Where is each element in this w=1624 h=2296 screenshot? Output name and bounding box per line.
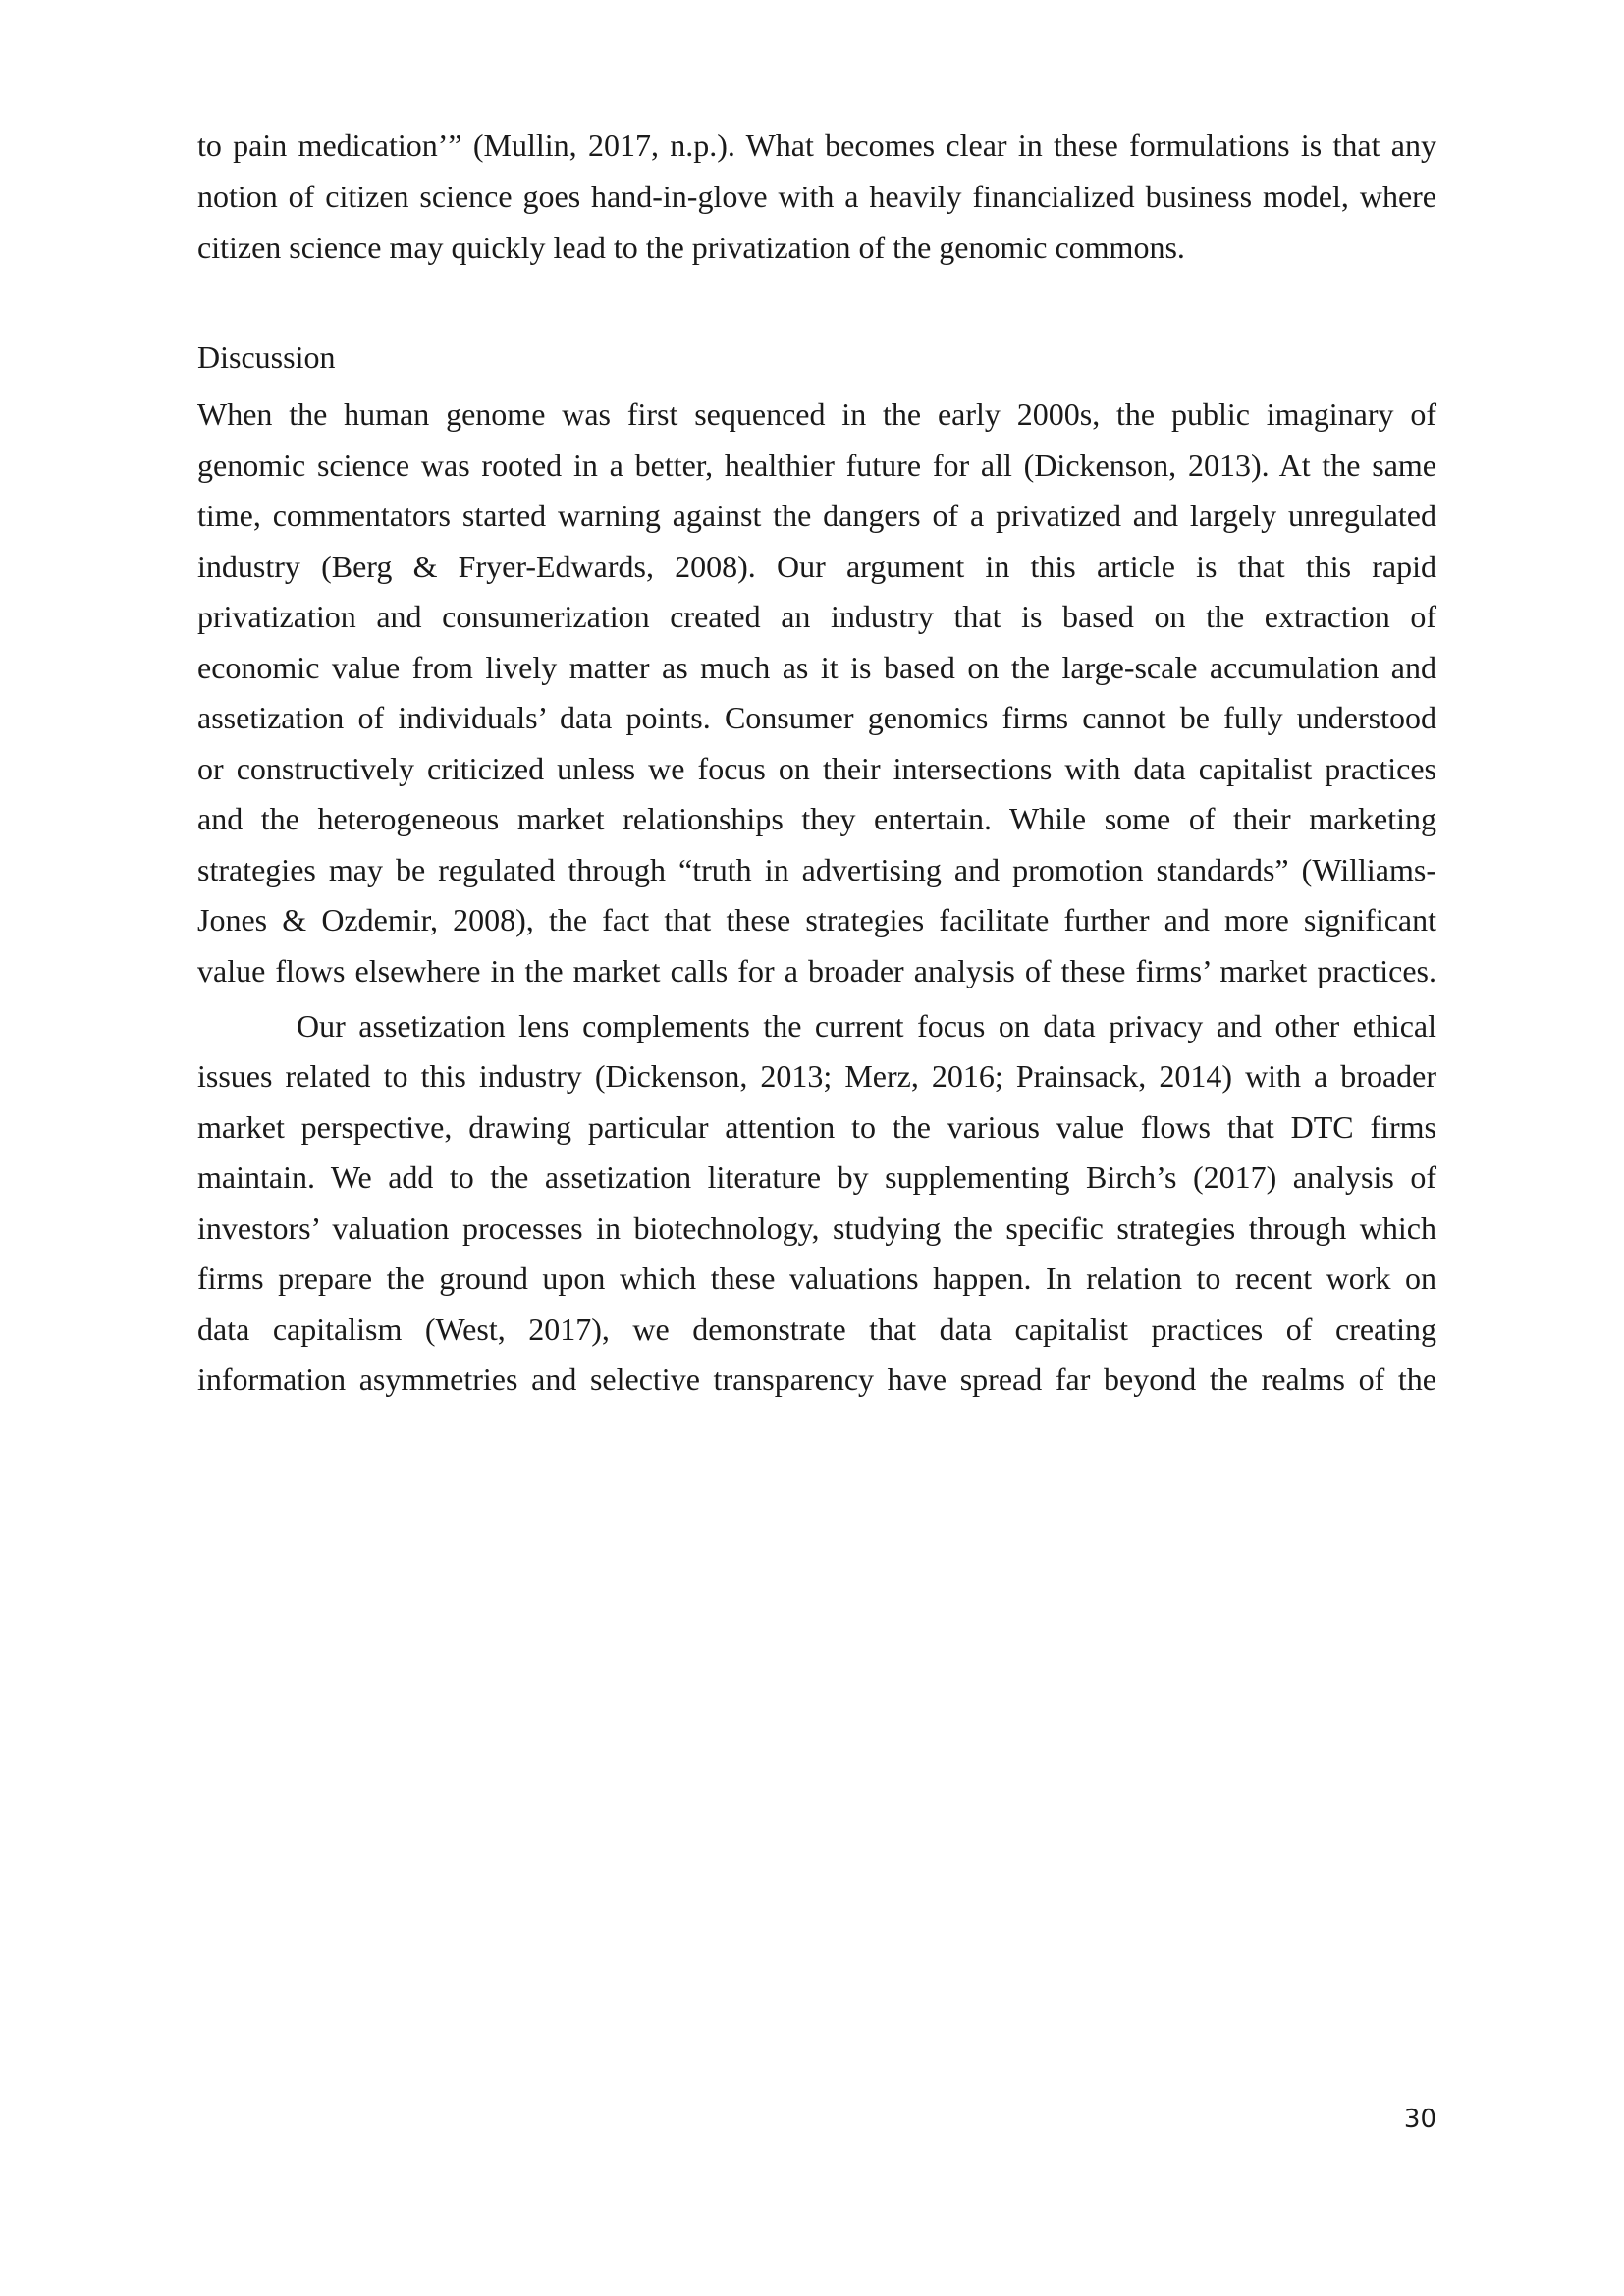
paragraph-2-line-3: time, commentators started warning against the dangers of a privatized and largely unregulated	[197, 498, 1436, 533]
paragraph-3-line-1: Our assetization lens complements the current focus on data privacy and other ethical	[297, 1008, 1436, 1043]
paragraph-2-line-9: and the heterogeneous market relationships they entertain. While some of their marketing	[197, 801, 1436, 836]
paragraph-1-line-3: citizen science may quickly lead to the privatization of the genomic commons.	[197, 230, 1185, 265]
paragraph-3-line-5: investors’ valuation processes in biotechnology, studying the specific strategies through which	[197, 1210, 1436, 1246]
paragraph-2-line-4: industry (Berg & Fryer-Edwards, 2008). Our argument in this article is that this rapid	[197, 549, 1436, 584]
paragraph-2-line-7: assetization of individuals’ data points. Consumer genomics firms cannot be fully understood	[197, 700, 1436, 735]
paragraph-3-line-7: data capitalism (West, 2017), we demonstrate that data capitalist practices of creating	[197, 1311, 1436, 1347]
paragraph-2-line-2: genomic science was rooted in a better, healthier future for all (Dickenson, 2013). At the same	[197, 448, 1436, 483]
paragraph-3-line-6: firms prepare the ground upon which these valuations happen. In relation to recent work on	[197, 1260, 1436, 1296]
paragraph-2-line-6: economic value from lively matter as much as it is based on the large-scale accumulation and	[197, 650, 1436, 685]
paragraph-1-line-2: notion of citizen science goes hand-in-glove with a heavily financialized business model, where	[197, 179, 1436, 214]
paragraph-3-line-4: maintain. We add to the assetization literature by supplementing Birch’s (2017) analysis of	[197, 1159, 1436, 1195]
section-heading-discussion: Discussion	[197, 340, 336, 375]
paragraph-2-line-10: strategies may be regulated through “truth in advertising and promotion standards” (Williams-	[197, 852, 1436, 887]
paragraph-2-line-12: value flows elsewhere in the market calls for a broader analysis of these firms’ market practices.	[197, 953, 1436, 988]
paragraph-2-line-11: Jones & Ozdemir, 2008), the fact that these strategies facilitate further and more significant	[197, 902, 1436, 937]
paragraph-3-line-8: information asymmetries and selective transparency have spread far beyond the realms of the	[197, 1362, 1436, 1397]
paragraph-2-line-1: When the human genome was first sequenced in the early 2000s, the public imaginary of	[197, 397, 1436, 432]
page-number: 30	[1403, 2105, 1436, 2134]
paragraph-3-line-3: market perspective, drawing particular attention to the various value flows that DTC firms	[197, 1109, 1436, 1145]
paragraph-2-line-8: or constructively criticized unless we focus on their intersections with data capitalist practices	[197, 751, 1436, 786]
paragraph-1-line-1: to pain medication’” (Mullin, 2017, n.p.). What becomes clear in these formulations is that any	[197, 128, 1436, 163]
paragraph-3-line-2: issues related to this industry (Dickenson, 2013; Merz, 2016; Prainsack, 2014) with a broader	[197, 1058, 1436, 1094]
paragraph-2-line-5: privatization and consumerization created an industry that is based on the extraction of	[197, 599, 1436, 634]
